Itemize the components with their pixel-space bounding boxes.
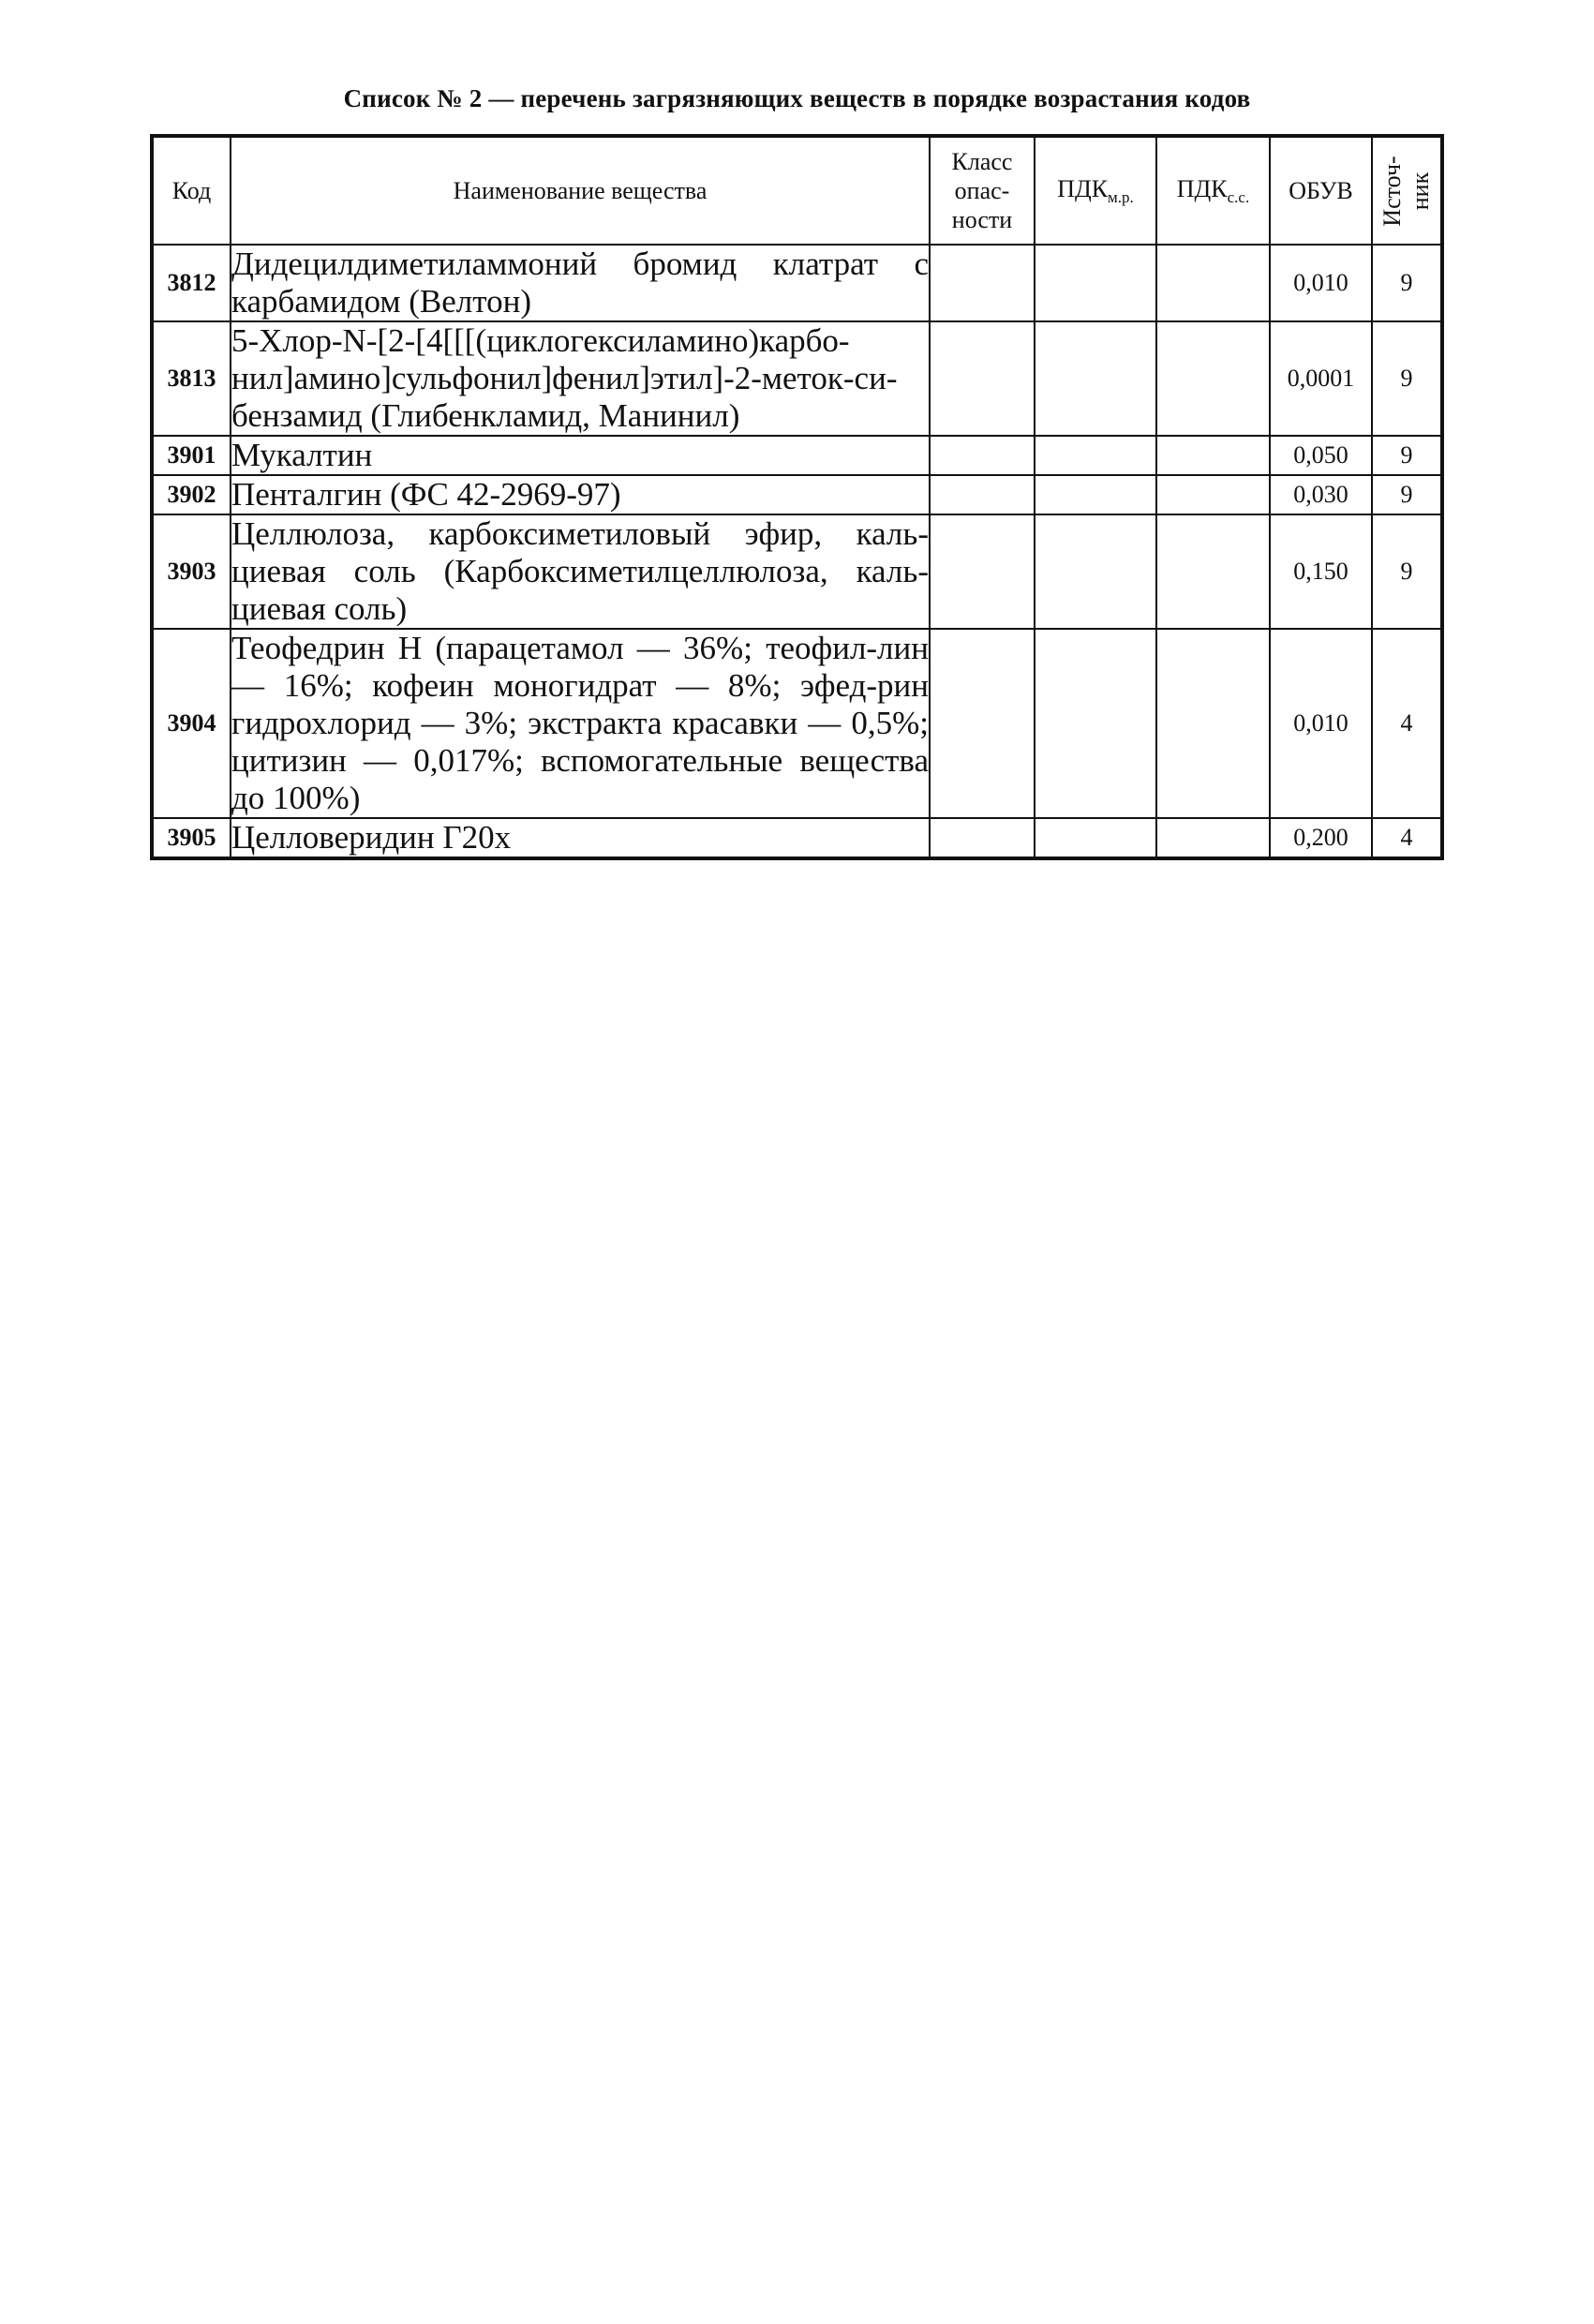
row-hazard-class (930, 436, 1035, 475)
header-hazard-class (930, 136, 1035, 245)
row-name-text: Дидецилдиметиламмоний бромид клатрат с карбамидом (Велтон) (231, 246, 929, 320)
row-source: 9 (1372, 245, 1442, 321)
row-pdk-mr (1035, 245, 1156, 321)
row-source: 9 (1372, 514, 1442, 629)
row-obuv: 0,030 (1270, 475, 1372, 514)
row-name (231, 436, 930, 475)
row-hazard-class (930, 514, 1035, 629)
table-row (152, 514, 1442, 629)
row-name (231, 475, 930, 514)
table-row (152, 321, 1442, 436)
row-name-text: Целловеридин Г20х (231, 819, 512, 856)
row-pdk-ss (1156, 321, 1270, 436)
row-name (231, 818, 930, 858)
substances-table (150, 134, 1444, 860)
row-source: 9 (1372, 321, 1442, 436)
header-pdk-ss (1156, 136, 1270, 245)
header-pdk-mr-sub: м.р. (1108, 187, 1134, 206)
document-title: Список № 2 — перечень загрязняющих веществ в порядке возрастания кодов (343, 84, 1251, 112)
header-source-line2: ник (1407, 171, 1434, 210)
row-name (231, 629, 930, 818)
header-pdk-mr-main: ПДК (1057, 174, 1109, 202)
row-code: 3813 (152, 321, 231, 436)
row-pdk-ss (1156, 245, 1270, 321)
row-code: 3904 (152, 629, 231, 818)
row-name-text: Целлюлоза, карбоксиметиловый эфир, каль-циевая соль (Карбоксиметилцеллюлоза, каль-циевая соль) (231, 515, 929, 627)
row-obuv: 0,010 (1270, 245, 1372, 321)
row-name (231, 321, 930, 436)
row-hazard-class (930, 321, 1035, 436)
row-source: 4 (1372, 629, 1442, 818)
header-pdk-ss-sub: с.с. (1227, 187, 1250, 206)
header-source-vertical (1378, 156, 1435, 226)
row-hazard-class (930, 245, 1035, 321)
row-pdk-mr (1035, 475, 1156, 514)
row-source: 9 (1372, 436, 1442, 475)
header-pdk-ss-main: ПДК (1176, 174, 1228, 202)
row-source: 4 (1372, 818, 1442, 858)
row-code: 3905 (152, 818, 231, 858)
row-hazard-class (930, 629, 1035, 818)
row-pdk-mr (1035, 818, 1156, 858)
row-code: 3812 (152, 245, 231, 321)
row-obuv: 0,150 (1270, 514, 1372, 629)
row-obuv: 0,0001 (1270, 321, 1372, 436)
row-obuv: 0,200 (1270, 818, 1372, 858)
header-hazard-class-line2: опас- (954, 176, 1010, 204)
row-source: 9 (1372, 475, 1442, 514)
row-code: 3903 (152, 514, 231, 629)
row-pdk-mr (1035, 321, 1156, 436)
table-row (152, 475, 1442, 514)
row-hazard-class (930, 818, 1035, 858)
row-name-text: Теофедрин Н (парацетамол — 36%; теофил-лин — 16%; кофеин моногидрат — 8%; эфед-рин гидрохлорид — 3%; экстракта красавки — 0,5%; цитизин — 0,017%; вспомогательные вещества до 100%) (231, 630, 929, 816)
row-code: 3902 (152, 475, 231, 514)
row-pdk-ss (1156, 514, 1270, 629)
row-pdk-ss (1156, 818, 1270, 858)
row-name-text: Пенталгин (ФС 42-2969-97) (231, 476, 621, 513)
row-pdk-ss (1156, 475, 1270, 514)
row-pdk-mr (1035, 629, 1156, 818)
table-row (152, 629, 1442, 818)
row-name (231, 514, 930, 629)
row-pdk-ss (1156, 436, 1270, 475)
header-hazard-class-line1: Класс (951, 147, 1013, 175)
table-row (152, 818, 1442, 858)
row-hazard-class (930, 475, 1035, 514)
row-pdk-mr (1035, 436, 1156, 475)
header-pdk-mr (1035, 136, 1156, 245)
row-pdk-mr (1035, 514, 1156, 629)
header-name: Наименование вещества (231, 136, 930, 245)
header-source (1372, 136, 1442, 245)
table-row (152, 436, 1442, 475)
header-code: Код (152, 136, 231, 245)
table-header-row (152, 136, 1442, 245)
row-obuv: 0,010 (1270, 629, 1372, 818)
header-obuv: ОБУВ (1270, 136, 1372, 245)
row-pdk-ss (1156, 629, 1270, 818)
row-name-text: Мукалтин (231, 437, 373, 473)
table-row (152, 245, 1442, 321)
row-code: 3901 (152, 436, 231, 475)
row-name (231, 245, 930, 321)
header-hazard-class-line3: ности (951, 206, 1013, 234)
row-name-text: 5-Хлор-N-[2-[4[[[(циклогексиламино)карбо-нил]амино]сульфонил]фенил]этил]-2-меток-си-бензамид (Глибенкламид, Манинил) (231, 322, 898, 434)
row-obuv: 0,050 (1270, 436, 1372, 475)
header-source-line1: Источ- (1378, 155, 1407, 227)
